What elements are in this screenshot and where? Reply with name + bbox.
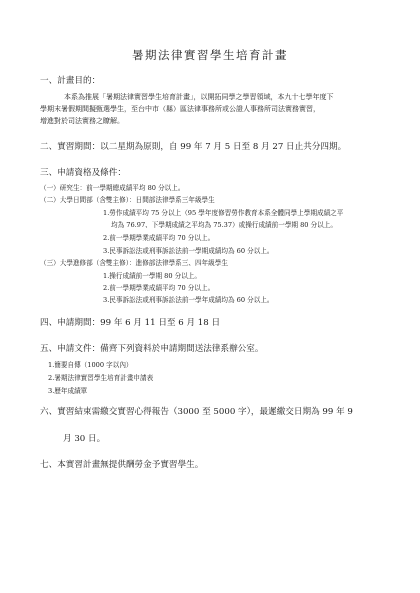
- document-list-item: 1.簡要自傳（1000 字以內）: [48, 361, 133, 369]
- eligibility-item: 1.勞作成績平均 75 分以上（95 學年度修習勞作教育本系全體同學上學期成績之平: [103, 209, 344, 217]
- section-5-heading: 五、申請文件：備齊下列資料於申請期間送法律系辦公室。: [40, 344, 264, 354]
- section-1-line: 學期末暑假期間擬甄選學生，至台中市（縣）區法律事務所或公證人事務所司法實務實習，: [40, 105, 320, 113]
- eligibility-item: 2.前一學期學業成績平均 70 分以上。: [103, 234, 215, 242]
- eligibility-item: 1.操行成績前一學期 80 分以上。: [103, 272, 201, 280]
- eligibility-item: 3.民事訴訟法或刑事訴訟法前一學年成績均為 60 分以上。: [103, 296, 274, 304]
- section-1-line: 本系為推展「暑期法律實習學生培育計畫」，以開拓同學之學習領域，本九十七學年度下: [64, 93, 334, 101]
- eligibility-item: 2.前一學期學業成績平均 70 分以上。: [103, 284, 215, 292]
- eligibility-item: 3.民事訴訟法或刑事訴訟法前一學期成績均為 60 分以上。: [103, 247, 274, 255]
- section-1-heading: 一、計畫目的：: [40, 76, 101, 86]
- section-1-line: 增進對於司法實務之瞭解。: [40, 117, 124, 125]
- eligibility-item: （三）大學進修部（含雙主修）：進修部法律學系三、四年級學生: [40, 259, 228, 267]
- section-3-heading: 三、申請資格及條件：: [40, 168, 126, 178]
- section-7-heading: 七、本實習計畫無提供酬勞金予實習學生。: [40, 460, 204, 470]
- section-4-heading: 四、申請期間：99 年 6 月 11 日至 6 月 18 日: [40, 318, 221, 328]
- document-list-item: 3.歷年成績單: [48, 387, 88, 395]
- section-6-continuation: 月 30 日。: [63, 434, 106, 444]
- document-list-item: 2.暑期法律實習學生培育計畫申請表: [48, 374, 154, 382]
- eligibility-item: 均為 76.97、下學期成績之平均為 75.37）或操行成績前一學期 80 分以上。: [111, 221, 337, 229]
- eligibility-item: （二）大學日間部（含雙主修）：日間部法律學系三年級學生: [40, 196, 215, 204]
- document-title: 暑期法律實習學生培育計畫: [132, 48, 288, 62]
- section-2-heading: 二、實習期間：以二星期為原則，自 99 年 7 月 5 日至 8 月 27 日止共分四期。: [40, 142, 347, 152]
- eligibility-item: （一）研究生：前一學期總成績平均 80 分以上。: [40, 184, 185, 192]
- section-6-heading: 六、實習結束需繳交實習心得報告（3000 至 5000 字），最遲繳交日期為 99 年 9: [40, 407, 353, 417]
